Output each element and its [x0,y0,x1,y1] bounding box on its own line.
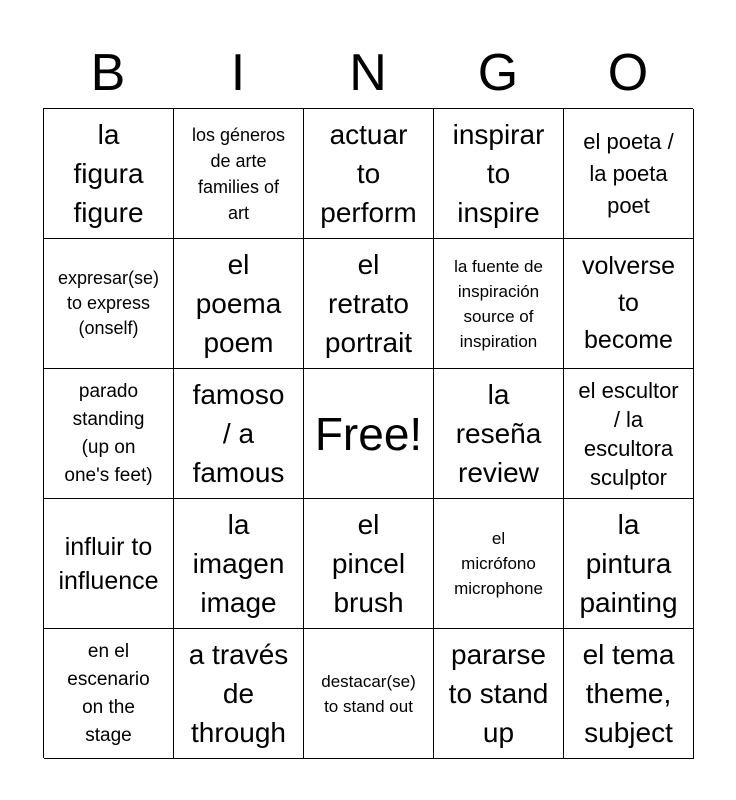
bingo-cell[interactable]: expresar(se) to express (onself) [44,239,174,369]
bingo-cell[interactable]: el escultor / la escultora sculptor [564,369,694,499]
bingo-cell[interactable]: en el escenario on the stage [44,629,174,759]
bingo-cell[interactable]: a través de through [174,629,304,759]
bingo-cell[interactable]: pararse to stand up [434,629,564,759]
bingo-cell[interactable]: destacar(se) to stand out [304,629,434,759]
bingo-cell[interactable]: el tema theme, subject [564,629,694,759]
bingo-cell[interactable]: parado standing (up on one's feet) [44,369,174,499]
bingo-board [43,108,693,758]
header-letter-o: O [607,44,649,102]
bingo-cell[interactable]: el poema poem [174,239,304,369]
bingo-header [43,42,693,104]
bingo-cell[interactable]: el retrato portrait [304,239,434,369]
bingo-cell[interactable]: la fuente de inspiración source of inspiration [434,239,564,369]
bingo-cell[interactable]: inspirar to inspire [434,109,564,239]
header-letter-n: N [349,44,387,102]
bingo-cell[interactable]: influir to influence [44,499,174,629]
bingo-cell[interactable]: actuar to perform [304,109,434,239]
bingo-cell[interactable]: la pintura painting [564,499,694,629]
bingo-cell[interactable]: la reseña review [434,369,564,499]
free-space[interactable]: Free! [304,369,434,499]
bingo-cell[interactable]: la imagen image [174,499,304,629]
bingo-cell[interactable]: el pincel brush [304,499,434,629]
bingo-cell[interactable]: la figura figure [44,109,174,239]
header-letter-i: I [230,44,246,102]
bingo-cell[interactable]: volverse to become [564,239,694,369]
bingo-cell[interactable]: los géneros de arte families of art [174,109,304,239]
header-letter-g: G [477,44,519,102]
bingo-cell[interactable]: el poeta / la poeta poet [564,109,694,239]
bingo-cell[interactable]: el micrófono microphone [434,499,564,629]
header-letter-b: B [90,44,126,102]
bingo-cell[interactable]: famoso / a famous [174,369,304,499]
